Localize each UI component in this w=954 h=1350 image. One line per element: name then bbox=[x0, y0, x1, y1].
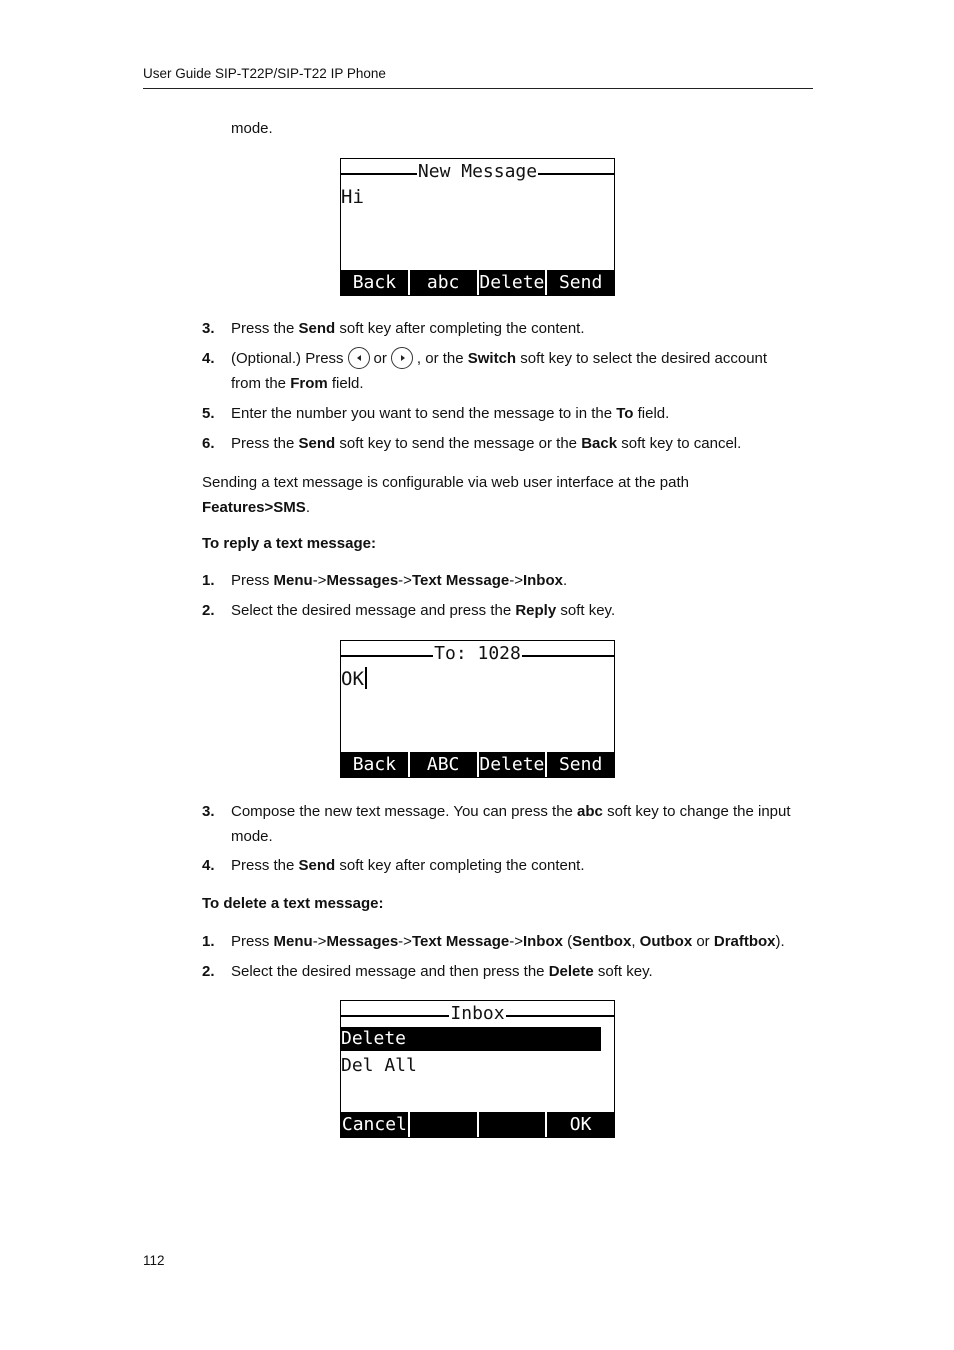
step-text: (Optional.) Press or , or the Switch soft key to select the desired account from the From field. bbox=[231, 346, 814, 396]
softkey-empty bbox=[477, 1112, 546, 1137]
step-text: Select the desired message and then press the Delete soft key. bbox=[231, 963, 653, 980]
right-navigation-key-icon bbox=[391, 347, 413, 369]
softkey-cancel[interactable]: Cancel bbox=[341, 1114, 407, 1135]
screen-titlebar bbox=[341, 1003, 614, 1025]
step-text: Press the Send soft key after completing the content. bbox=[231, 857, 585, 874]
softkey-back[interactable]: Back bbox=[352, 272, 397, 293]
step-text: Select the desired message and press the Reply soft key. bbox=[231, 602, 616, 619]
softkey-bar bbox=[341, 270, 614, 295]
phone-screen-new-message bbox=[340, 158, 615, 296]
phone-screen-reply bbox=[340, 640, 615, 778]
text-cursor bbox=[365, 667, 367, 689]
step-number: 2. bbox=[202, 602, 215, 619]
page-header bbox=[143, 66, 813, 89]
phone-screen-inbox bbox=[340, 1000, 615, 1138]
step-number: 5. bbox=[202, 405, 215, 422]
softkey-ok[interactable]: OK bbox=[545, 1112, 614, 1137]
menu-item-del-all[interactable]: Del All bbox=[341, 1055, 417, 1076]
step-number: 1. bbox=[202, 933, 215, 950]
screen-title: Inbox bbox=[450, 1003, 505, 1024]
menu-item-delete[interactable]: Delete bbox=[341, 1027, 601, 1051]
step-number: 3. bbox=[202, 803, 215, 820]
softkey-input-mode[interactable]: ABC bbox=[408, 752, 477, 777]
left-navigation-key-icon bbox=[348, 347, 370, 369]
softkey-send[interactable]: Send bbox=[545, 752, 614, 777]
step-text: Press the Send soft key after completing the content. bbox=[231, 320, 585, 337]
softkey-bar bbox=[341, 1112, 614, 1137]
screen-titlebar bbox=[341, 643, 614, 665]
softkey-empty bbox=[408, 1112, 477, 1137]
reply-heading: To reply a text message: bbox=[202, 535, 376, 552]
intro-fragment: mode. bbox=[231, 120, 273, 137]
screen-title: New Message bbox=[417, 161, 538, 182]
step-text: Compose the new text message. You can press the abc soft key to change the input mode. bbox=[231, 803, 791, 845]
message-body: Hi bbox=[341, 186, 364, 208]
step-number: 3. bbox=[202, 320, 215, 337]
step-number: 1. bbox=[202, 572, 215, 589]
softkey-send[interactable]: Send bbox=[545, 270, 614, 295]
message-body: OK bbox=[341, 666, 367, 692]
screen-title: To: 1028 bbox=[434, 643, 521, 664]
step-number: 4. bbox=[202, 350, 215, 367]
delete-heading: To delete a text message: bbox=[202, 895, 384, 912]
step-number: 2. bbox=[202, 963, 215, 980]
page-number: 112 bbox=[143, 1253, 165, 1268]
step-text: Press the Send soft key to send the message or the Back soft key to cancel. bbox=[231, 435, 742, 452]
softkey-bar bbox=[341, 752, 614, 777]
softkey-input-mode[interactable]: abc bbox=[408, 270, 477, 295]
screen-titlebar bbox=[341, 161, 614, 183]
step-text: Press Menu->Messages->Text Message->Inbox. bbox=[231, 572, 568, 589]
softkey-delete[interactable]: Delete bbox=[477, 752, 546, 777]
step-number: 6. bbox=[202, 435, 215, 452]
softkey-back[interactable]: Back bbox=[352, 754, 397, 775]
step-text: Enter the number you want to send the message to in the To field. bbox=[231, 405, 670, 422]
config-note: Sending a text message is configurable via web user interface at the path Features>SMS. bbox=[202, 474, 689, 516]
softkey-delete[interactable]: Delete bbox=[477, 270, 546, 295]
step-text: Press Menu->Messages->Text Message->Inbox (Sentbox, Outbox or Draftbox). bbox=[231, 933, 785, 950]
step-number: 4. bbox=[202, 857, 215, 874]
header-title: User Guide SIP-T22P/SIP-T22 IP Phone bbox=[143, 66, 386, 81]
